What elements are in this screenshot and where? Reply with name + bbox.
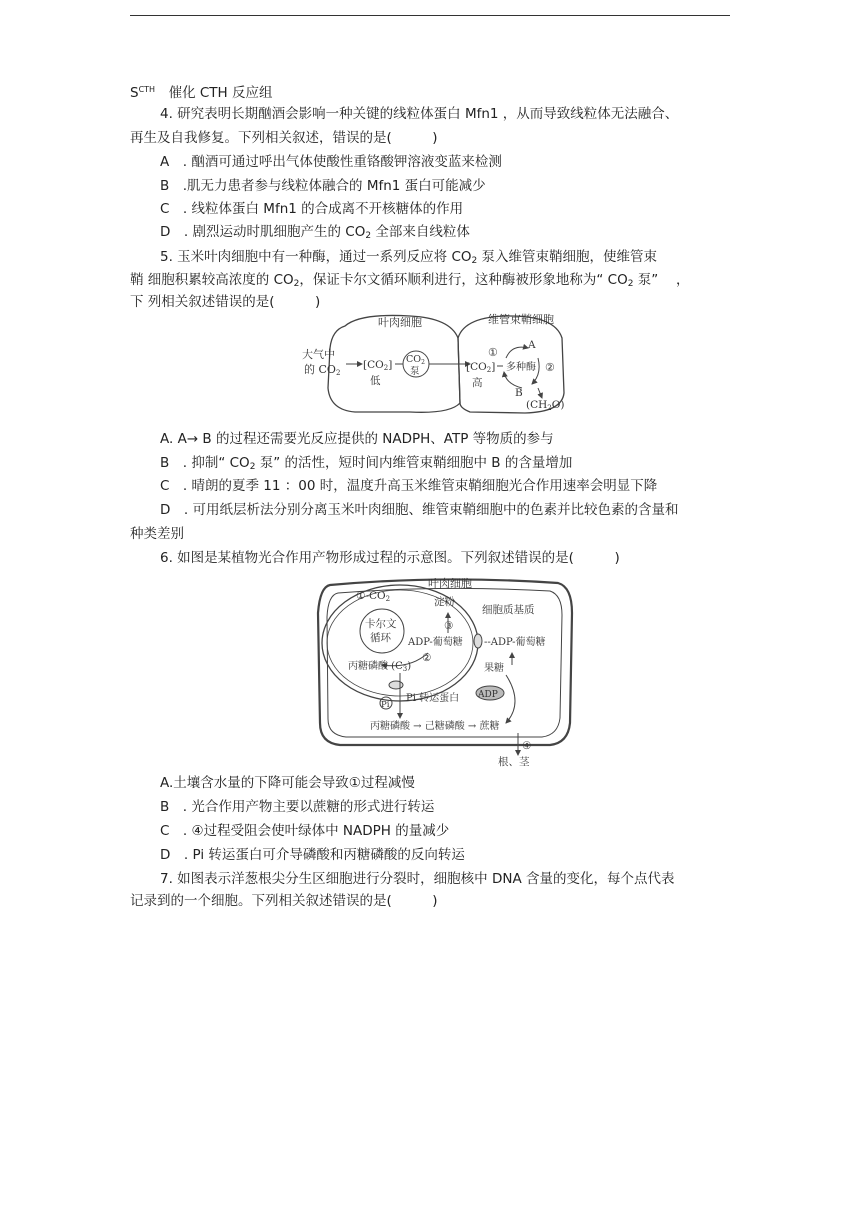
step-3: ③ — [444, 620, 454, 632]
q6-option-c: C . ④过程受阻会使叶绿体中 NADPH 的量减少 — [160, 823, 450, 839]
step-2: ② — [545, 361, 555, 374]
ch2o-label: (CH2O) — [526, 399, 565, 412]
triose-phosphate-label: 丙糖磷酸 $(C_3)$ — [348, 661, 412, 673]
high-co2-label: [CO2] — [466, 361, 496, 374]
q5-stem-line2: 鞘 细胞积累较高浓度的 $CO_2$，保证卡尔文循环顺利进行，这种酶被形象地称为“ $CO_2$ 泵” ， — [130, 272, 690, 289]
pi-transporter-shape — [389, 681, 403, 689]
photosynthesis-product-diagram — [310, 573, 580, 768]
leaf-cell-label: 叶肉细胞 — [378, 316, 422, 329]
low-co2-label: [CO2] — [363, 359, 393, 372]
root-stem-label: 根、茎 — [498, 756, 530, 768]
q7-stem-line1: 7. 如图表示洋葱根尖分生区细胞进行分裂时，细胞核中 DNA 含量的变化，每个点代表 — [160, 871, 675, 887]
q4-stem-line1: 4. 研究表明长期酗酒会影响一种关键的线粒体蛋白 Mfn1 ，从而导致线粒体无法融合、 — [160, 106, 679, 122]
transporter-oval — [474, 634, 482, 648]
q5-option-b: B . 抑制“ $CO_2$ 泵” 的活性，短时间内维管束鞘细胞中 B 的含量增加 — [160, 455, 573, 472]
bottom-chain-label: 丙糖磷酸 → 己糖磷酸 → 蔗糖 — [370, 721, 500, 732]
q5-option-d-line2: 种类差别 — [130, 526, 184, 542]
fructose-label: 果糖 — [484, 663, 504, 674]
label-a: A — [528, 339, 536, 351]
step-4: ④ — [522, 740, 532, 752]
pump-co2: $CO_2$ — [406, 354, 425, 366]
label-b: B — [515, 387, 523, 399]
q4-option-b: B .肌无力患者参与线粒体融合的 Mfn1 蛋白可能减少 — [160, 178, 486, 194]
leaf-cell-label: 叶肉细胞 — [428, 577, 472, 590]
q6-option-b: B . 光合作用产物主要以蔗糖的形式进行转运 — [160, 799, 435, 815]
step-2: ② — [422, 652, 432, 664]
q5-option-d-line1: D . 可用纸层析法分别分离玉米叶肉细胞、维管束鞘细胞中的色素并比较色素的含量和 — [160, 502, 679, 518]
adp-glucose-cytoplasm: --ADP-葡萄糖 — [484, 637, 546, 648]
q5-option-a: A. A→ B 的过程还需要光反应提供的 NADPH、ATP 等物质的参与 — [160, 431, 554, 447]
pi-transporter-label: Pi 转运蛋白 — [406, 693, 460, 704]
pi-label: Pi — [381, 700, 390, 710]
cytoplasm-label: 细胞质基质 — [482, 604, 535, 616]
q6-stem: 6. 如图是某植物光合作用产物形成过程的示意图。下列叙述错误的是( ) — [160, 550, 620, 566]
top-rule — [130, 15, 730, 16]
q5-option-c: C . 晴朗的夏季 11 ：00 时，温度升高玉米维管束鞘细胞光合作用速率会明显下降 — [160, 478, 658, 494]
pump-label: 泵 — [410, 366, 420, 377]
q6-option-d: D . Pi 转运蛋白可介导磷酸和丙糖磷酸的反向转运 — [160, 847, 465, 863]
q5-stem-line3: 下 列相关叙述错误的是( ) — [130, 294, 321, 310]
air-co2-label: 大气中 — [302, 348, 335, 361]
starch-label: 淀粉 — [434, 596, 455, 608]
enzymes-label: 多种酶 — [506, 362, 536, 373]
q4-stem-line2: 再生及自我修复。下列相关叙述，错误的是( ) — [130, 130, 438, 146]
q6-option-a: A.土壤含水量的下降可能会导致①过程减慢 — [160, 775, 415, 791]
calvin-cycle-circle — [360, 609, 404, 653]
calvin-label-1: 卡尔文 — [365, 618, 397, 630]
q4-option-a: A . 酗酒可通过呼出气体使酸性重铬酸钾溶液变蓝来检测 — [160, 154, 502, 170]
adp-label: ADP — [478, 690, 498, 700]
q4-option-c: C . 线粒体蛋白 Mfn1 的合成离不开核糖体的作用 — [160, 201, 464, 217]
co2-pump-diagram — [300, 308, 570, 418]
section-fragment: $S^{CTH}$ 催化 CTH 反应组 — [130, 85, 273, 101]
low-label: 低 — [370, 375, 381, 387]
co2-label: ①-CO2 — [356, 590, 391, 603]
high-label: 高 — [472, 377, 483, 389]
q7-stem-line2: 记录到的一个细胞。下列相关叙述错误的是( ) — [130, 893, 438, 909]
calvin-label-2: 循环 — [370, 632, 391, 644]
q5-stem-line1: 5. 玉米叶肉细胞中有一种酶，通过一系列反应将 $CO_2$ 泵入维管束鞘细胞，使维管束 — [160, 249, 658, 266]
bundle-cell-label: 维管束鞘细胞 — [488, 313, 554, 326]
air-co2-label-2: 的 CO2 — [304, 363, 341, 377]
step-1: ① — [488, 346, 498, 359]
adp-glucose-label: ADP-葡萄糖 — [408, 637, 463, 648]
q4-option-d: D . 剧烈运动时肌细胞产生的 $CO_2$ 全部来自线粒体 — [160, 224, 470, 241]
